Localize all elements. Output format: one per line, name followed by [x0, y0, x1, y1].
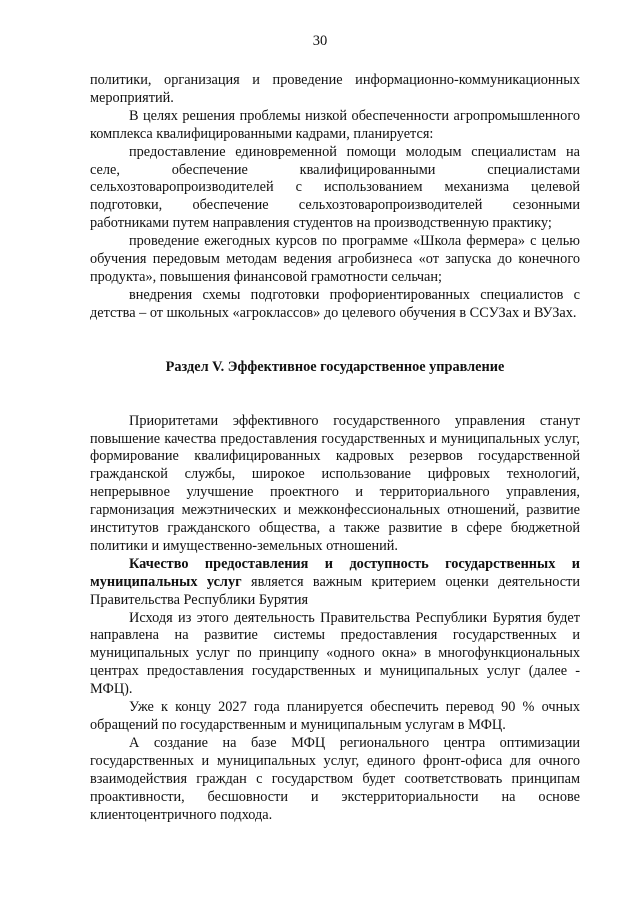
paragraph-priorities: Приоритетами эффективного государственного управления станут повышение качества предоставления государственных и муниципальных услуг, формирование квалифицированных кадровых резервов государственной гражданской службы, широкое использование цифровых технологий, непрерывное улучшение проектного и территориального управления, гармонизация межэтнических и межконфессиональных отношений, развитие институтов гражданского общества, а также развитие в сфере бюджетной политики и имущественно-земельных отношений. — [90, 412, 580, 554]
paragraph-regional-center: А создание на базе МФЦ регионального центра оптимизации государственных и муниципальных услуг, единого фронт-офиса для очного взаимодействия граждан с государством будет соответствовать принципам проактивности, бесшовности и экстерриториальности на основе клиентоцентричного подхода. — [90, 734, 580, 823]
paragraph-agro-classes: внедрения схемы подготовки профориентированных специалистов с детства – от школьных «агроклассов» до целевого обучения в ССУЗах и ВУЗах. — [90, 286, 580, 321]
section-heading: Раздел V. Эффективное государственное управление — [165, 358, 505, 375]
paragraph-young-specialists: предоставление единовременной помощи молодым специалистам на селе, обеспечение квалифицированными специалистами сельхозтоваропроизводителей с использованием механизма целевой подготовки, обеспечение сельхозтоваропроизводителей сезонными работниками путем направления студентов на производственную практику; — [90, 143, 580, 232]
spacer — [90, 377, 580, 413]
paragraph-farmer-school: проведение ежегодных курсов по программе «Школа фермера» с целью обучения передовым методам ведения агробизнеса «от запуска до конечного продукта», повышения финансовой грамотности сельчан; — [90, 233, 580, 285]
paragraph-staffing-intro: В целях решения проблемы низкой обеспеченности агропромышленного комплекса квалифицированными кадрами, планируется: — [90, 107, 580, 142]
paragraph-continuation: политики, организация и проведение информационно-коммуникационных мероприятий. — [90, 72, 580, 106]
paragraph-2027-target: Уже к концу 2027 года планируется обеспечить перевод 90 % очных обращений по государственным и муниципальным услугам в МФЦ. — [90, 699, 580, 733]
page-number: 30 — [312, 33, 328, 49]
service-quality-bold: Качество предоставления и доступность государственных и муниципальных услуг — [90, 555, 580, 590]
paragraph-one-window: Исходя из этого деятельность Правительства Республики Бурятия будет направлена на развитие системы предоставления государственных и муниципальных услуг по принципу «одного окна» в многофункциональных центрах предоставления государственных и муниципальных услуг (далее - МФЦ). — [90, 609, 580, 698]
page-content — [90, 72, 580, 824]
paragraph-service-quality — [90, 556, 580, 610]
spacer — [90, 323, 580, 359]
service-quality-rest: является важным критерием оценки деятельности Правительства Республики Бурятия — [90, 573, 580, 608]
